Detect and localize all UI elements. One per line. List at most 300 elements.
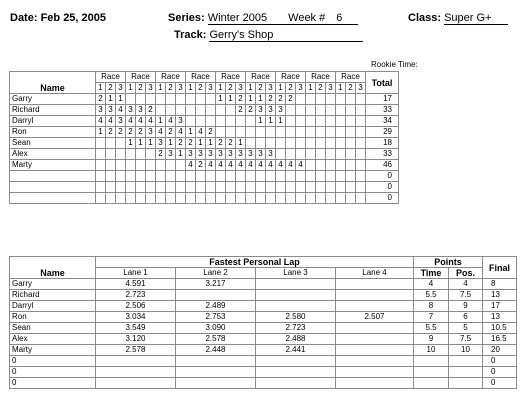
race-position-cell <box>316 182 326 193</box>
race-row <box>10 193 399 204</box>
racer-name <box>10 182 96 193</box>
race-position-cell <box>166 94 176 105</box>
race-position-cell: 3 <box>176 116 186 127</box>
race-position-cell <box>286 105 296 116</box>
lane-time-cell <box>176 290 256 301</box>
race-position-cell: 1 <box>96 127 106 138</box>
race-position-cell <box>306 138 316 149</box>
race-position-cell <box>216 182 226 193</box>
race-sub-header: 2 <box>106 83 116 94</box>
race-position-cell <box>106 182 116 193</box>
race-position-cell <box>316 138 326 149</box>
fastest-lap-table <box>9 256 517 389</box>
race-position-cell <box>206 193 216 204</box>
race-position-cell <box>136 160 146 171</box>
race-position-cell <box>256 138 266 149</box>
total-cell: 0 <box>366 182 399 193</box>
race-position-cell <box>96 138 106 149</box>
lane-time-cell: 2.580 <box>256 312 336 323</box>
race-position-cell: 1 <box>136 138 146 149</box>
race-position-cell <box>206 171 216 182</box>
race-position-cell <box>336 160 346 171</box>
race-position-cell: 3 <box>256 149 266 160</box>
points-time-cell <box>414 367 449 378</box>
race-position-cell: 1 <box>176 149 186 160</box>
race-position-cell <box>116 193 126 204</box>
lane-time-cell <box>256 367 336 378</box>
race-position-cell <box>346 127 356 138</box>
points-time-cell: 5.5 <box>414 323 449 334</box>
race-position-cell: 2 <box>126 127 136 138</box>
race-position-cell <box>156 193 166 204</box>
lane-time-cell <box>336 290 414 301</box>
racer-name: 0 <box>10 378 96 389</box>
race-position-cell <box>276 171 286 182</box>
racer-name: Darryl <box>10 116 96 127</box>
race-position-cell: 3 <box>166 149 176 160</box>
race-position-cell <box>176 171 186 182</box>
race-sub-header: 2 <box>256 83 266 94</box>
race-position-cell: 3 <box>196 149 206 160</box>
race-position-cell <box>356 127 366 138</box>
race-position-cell <box>226 193 236 204</box>
lap-row <box>10 356 517 367</box>
race-position-cell: 1 <box>276 116 286 127</box>
race-position-cell: 3 <box>106 105 116 116</box>
race-position-cell: 2 <box>156 149 166 160</box>
race-header: Race <box>246 72 276 83</box>
race-position-cell: 1 <box>196 138 206 149</box>
race-position-cell: 1 <box>206 138 216 149</box>
race-header: Race <box>96 72 126 83</box>
race-position-cell: 1 <box>186 127 196 138</box>
race-position-cell <box>186 105 196 116</box>
race-position-cell: 4 <box>96 116 106 127</box>
race-position-cell: 2 <box>116 127 126 138</box>
race-position-cell: 4 <box>166 116 176 127</box>
race-position-cell: 3 <box>126 105 136 116</box>
race-position-cell <box>316 149 326 160</box>
racer-name: Sean <box>10 138 96 149</box>
race-sub-header: 3 <box>206 83 216 94</box>
race-position-cell <box>286 171 296 182</box>
track-field <box>174 29 363 42</box>
racer-name <box>10 171 96 182</box>
race-sub-header: 3 <box>176 83 186 94</box>
race-position-cell <box>296 149 306 160</box>
race-position-cell <box>246 116 256 127</box>
race-position-cell <box>316 105 326 116</box>
race-position-cell: 2 <box>136 127 146 138</box>
race-position-cell <box>196 116 206 127</box>
race-position-cell: 2 <box>216 138 226 149</box>
points-pos-cell: 5 <box>449 323 483 334</box>
race-position-cell <box>156 160 166 171</box>
race-position-cell <box>286 182 296 193</box>
lane-time-cell: 2.578 <box>176 334 256 345</box>
race-position-cell <box>316 127 326 138</box>
race-position-cell <box>336 182 346 193</box>
race-sub-header: 1 <box>216 83 226 94</box>
name-header: Name <box>10 268 96 279</box>
race-position-cell <box>356 182 366 193</box>
race-position-cell: 3 <box>136 105 146 116</box>
race-position-cell <box>236 116 246 127</box>
points-pos-cell: 10 <box>449 345 483 356</box>
race-position-cell <box>356 160 366 171</box>
race-position-cell <box>346 182 356 193</box>
race-position-cell <box>326 193 336 204</box>
race-sub-header: 3 <box>266 83 276 94</box>
points-header: Points <box>414 257 483 268</box>
race-position-cell: 1 <box>236 138 246 149</box>
race-position-cell: 3 <box>206 149 216 160</box>
race-position-cell <box>276 149 286 160</box>
race-position-cell <box>296 182 306 193</box>
race-position-cell <box>356 116 366 127</box>
points-pos-cell: 4 <box>449 279 483 290</box>
race-position-cell: 4 <box>196 127 206 138</box>
race-position-cell <box>346 116 356 127</box>
race-position-cell <box>346 193 356 204</box>
race-position-cell <box>326 138 336 149</box>
racer-name: Garry <box>10 94 96 105</box>
race-position-cell <box>346 105 356 116</box>
race-position-cell <box>356 171 366 182</box>
race-position-cell: 4 <box>266 160 276 171</box>
week-label: Week # <box>288 12 326 24</box>
race-position-cell: 2 <box>246 105 256 116</box>
race-row <box>10 171 399 182</box>
race-position-cell: 1 <box>266 116 276 127</box>
date-label: Date: <box>10 12 38 24</box>
lane-time-cell: 2.507 <box>336 312 414 323</box>
race-position-cell <box>206 105 216 116</box>
race-position-cell <box>146 149 156 160</box>
points-time-cell: 8 <box>414 301 449 312</box>
final-cell: 17 <box>483 301 517 312</box>
race-sub-header: 1 <box>246 83 256 94</box>
race-position-cell: 4 <box>186 160 196 171</box>
race-sub-header: 1 <box>126 83 136 94</box>
racer-name: Alex <box>10 149 96 160</box>
race-position-cell <box>156 182 166 193</box>
race-position-cell <box>136 171 146 182</box>
race-position-cell: 4 <box>296 160 306 171</box>
final-cell: 20 <box>483 345 517 356</box>
race-position-cell <box>126 182 136 193</box>
race-sub-header: 3 <box>146 83 156 94</box>
race-position-cell <box>126 149 136 160</box>
race-position-cell: 3 <box>96 105 106 116</box>
race-position-cell <box>276 138 286 149</box>
lane-time-cell: 2.723 <box>96 290 176 301</box>
lane-time-cell: 2.753 <box>176 312 256 323</box>
race-position-cell <box>166 105 176 116</box>
race-position-cell <box>306 182 316 193</box>
race-sub-header: 3 <box>356 83 366 94</box>
race-position-cell: 4 <box>276 160 286 171</box>
race-position-cell <box>296 138 306 149</box>
race-position-cell <box>176 94 186 105</box>
race-position-cell <box>206 182 216 193</box>
lane-time-cell: 3.120 <box>96 334 176 345</box>
race-position-cell <box>346 171 356 182</box>
race-position-cell <box>106 149 116 160</box>
race-position-cell <box>216 127 226 138</box>
race-position-cell: 2 <box>286 94 296 105</box>
race-position-cell <box>246 127 256 138</box>
race-position-cell <box>336 116 346 127</box>
lane-time-cell: 3.090 <box>176 323 256 334</box>
racer-name: Ron <box>10 127 96 138</box>
race-position-cell: 2 <box>166 127 176 138</box>
race-position-cell <box>236 182 246 193</box>
race-position-cell <box>266 182 276 193</box>
race-position-cell <box>176 182 186 193</box>
points-pos-cell: 9 <box>449 301 483 312</box>
race-position-cell: 3 <box>266 149 276 160</box>
race-position-cell <box>306 149 316 160</box>
race-position-cell <box>136 94 146 105</box>
points-pos-cell <box>449 356 483 367</box>
lane-time-cell: 2.578 <box>96 345 176 356</box>
race-position-cell <box>146 193 156 204</box>
lap-row <box>10 290 517 301</box>
race-position-cell: 3 <box>146 127 156 138</box>
race-sub-header: 3 <box>116 83 126 94</box>
race-position-cell <box>256 171 266 182</box>
lane-time-cell <box>256 279 336 290</box>
lane-header: Lane 2 <box>176 268 256 279</box>
race-position-cell <box>126 193 136 204</box>
race-sub-header: 1 <box>276 83 286 94</box>
racer-name: Garry <box>10 279 96 290</box>
race-position-cell: 4 <box>146 116 156 127</box>
race-position-cell <box>306 105 316 116</box>
race-header: Race <box>216 72 246 83</box>
race-position-cell <box>336 138 346 149</box>
race-row <box>10 116 399 127</box>
race-position-cell: 2 <box>226 138 236 149</box>
race-sub-header: 2 <box>196 83 206 94</box>
race-position-cell <box>196 105 206 116</box>
race-row <box>10 138 399 149</box>
race-sub-header: 1 <box>96 83 106 94</box>
race-header: Race <box>156 72 186 83</box>
race-position-cell: 4 <box>226 160 236 171</box>
race-position-cell <box>266 127 276 138</box>
lane-time-cell <box>336 367 414 378</box>
lap-row <box>10 279 517 290</box>
racer-name: Darryl <box>10 301 96 312</box>
total-cell: 46 <box>366 160 399 171</box>
race-sub-header: 2 <box>286 83 296 94</box>
race-position-cell: 2 <box>276 94 286 105</box>
racer-name: Richard <box>10 105 96 116</box>
race-position-cell <box>256 193 266 204</box>
series-name: Winter 2005 <box>207 12 268 24</box>
race-position-cell <box>286 193 296 204</box>
race-position-cell: 1 <box>216 94 226 105</box>
race-position-cell <box>156 105 166 116</box>
race-position-cell <box>196 171 206 182</box>
race-position-cell <box>216 105 226 116</box>
race-position-cell <box>306 171 316 182</box>
race-position-cell <box>336 171 346 182</box>
race-position-cell <box>196 182 206 193</box>
name-header-spacer <box>10 72 96 83</box>
race-position-cell: 2 <box>196 160 206 171</box>
race-header: Race <box>306 72 336 83</box>
race-position-cell <box>316 171 326 182</box>
race-position-cell <box>316 160 326 171</box>
race-position-cell: 3 <box>226 149 236 160</box>
race-position-cell <box>176 160 186 171</box>
race-position-cell <box>336 94 346 105</box>
racer-name: Alex <box>10 334 96 345</box>
race-sub-header: 1 <box>306 83 316 94</box>
race-position-cell <box>186 182 196 193</box>
race-position-cell <box>306 127 316 138</box>
lane-time-cell: 2.506 <box>96 301 176 312</box>
race-position-cell <box>166 182 176 193</box>
race-position-cell <box>136 193 146 204</box>
time-header: Time <box>414 268 449 279</box>
racer-name: Richard <box>10 290 96 301</box>
lap-row <box>10 334 517 345</box>
race-header: Race <box>126 72 156 83</box>
race-position-cell <box>276 127 286 138</box>
final-cell: 0 <box>483 367 517 378</box>
points-pos-cell: 7.5 <box>449 290 483 301</box>
lane-time-cell <box>176 378 256 389</box>
lane-time-cell: 3.217 <box>176 279 256 290</box>
series-label: Series: <box>168 12 205 24</box>
race-row <box>10 149 399 160</box>
race-position-cell <box>246 171 256 182</box>
race-position-cell <box>106 193 116 204</box>
lane-time-cell <box>336 301 414 312</box>
final-cell: 0 <box>483 356 517 367</box>
lap-row <box>10 301 517 312</box>
lane-time-cell <box>256 356 336 367</box>
race-position-cell <box>346 94 356 105</box>
race-position-cell <box>186 116 196 127</box>
race-position-cell: 1 <box>256 94 266 105</box>
race-position-cell <box>96 160 106 171</box>
week-value: 6 <box>336 12 343 24</box>
race-position-cell <box>326 105 336 116</box>
race-position-cell <box>306 160 316 171</box>
race-position-cell <box>286 127 296 138</box>
race-position-cell: 2 <box>236 105 246 116</box>
track-label: Track: <box>174 29 207 41</box>
race-position-cell <box>336 149 346 160</box>
race-position-cell <box>266 171 276 182</box>
race-position-cell <box>326 182 336 193</box>
racer-name: Ron <box>10 312 96 323</box>
race-position-cell <box>136 182 146 193</box>
lane-time-cell <box>96 356 176 367</box>
race-position-cell <box>356 193 366 204</box>
racer-name <box>10 193 96 204</box>
race-position-cell <box>266 138 276 149</box>
race-sub-header: 2 <box>136 83 146 94</box>
lane-header: Lane 1 <box>96 268 176 279</box>
race-sub-header: 2 <box>316 83 326 94</box>
race-position-cell <box>166 160 176 171</box>
total-cell: 33 <box>366 149 399 160</box>
race-position-cell <box>146 171 156 182</box>
racer-name: Marty <box>10 345 96 356</box>
race-row <box>10 182 399 193</box>
race-position-cell <box>176 193 186 204</box>
race-position-cell <box>266 193 276 204</box>
race-position-cell <box>116 182 126 193</box>
lap-row <box>10 312 517 323</box>
points-pos-cell: 7.5 <box>449 334 483 345</box>
race-position-cell: 3 <box>156 138 166 149</box>
lap-row <box>10 345 517 356</box>
race-position-cell <box>206 116 216 127</box>
name-header: Name <box>10 83 96 94</box>
race-position-cell: 3 <box>116 116 126 127</box>
race-position-cell <box>176 105 186 116</box>
race-row <box>10 127 399 138</box>
lap-row <box>10 378 517 389</box>
points-time-cell: 9 <box>414 334 449 345</box>
lane-header: Lane 4 <box>336 268 414 279</box>
race-results-table <box>9 71 399 204</box>
race-position-cell <box>206 94 216 105</box>
race-position-cell <box>326 149 336 160</box>
lane-time-cell <box>176 367 256 378</box>
race-position-cell <box>186 193 196 204</box>
lane-time-cell <box>336 279 414 290</box>
race-position-cell <box>116 138 126 149</box>
race-position-cell <box>246 193 256 204</box>
race-position-cell <box>296 171 306 182</box>
race-position-cell <box>276 193 286 204</box>
race-sub-header: 1 <box>186 83 196 94</box>
race-position-cell: 2 <box>236 94 246 105</box>
race-position-cell: 4 <box>156 127 166 138</box>
final-cell: 13 <box>483 290 517 301</box>
race-position-cell <box>306 94 316 105</box>
lane-time-cell <box>96 378 176 389</box>
race-position-cell: 3 <box>266 105 276 116</box>
race-position-cell <box>146 94 156 105</box>
race-sub-header: 3 <box>296 83 306 94</box>
race-position-cell <box>326 94 336 105</box>
race-position-cell <box>216 116 226 127</box>
race-row <box>10 105 399 116</box>
class-label: Class: <box>408 12 442 24</box>
final-header: Final <box>483 257 517 279</box>
race-sub-header: 2 <box>346 83 356 94</box>
racer-name: Sean <box>10 323 96 334</box>
race-header: Race <box>186 72 216 83</box>
name-header-spacer <box>10 257 96 268</box>
race-position-cell <box>336 105 346 116</box>
race-position-cell: 4 <box>136 116 146 127</box>
lane-time-cell <box>336 334 414 345</box>
race-position-cell <box>296 116 306 127</box>
lane-time-cell <box>336 378 414 389</box>
lane-time-cell: 2.441 <box>256 345 336 356</box>
points-time-cell <box>414 378 449 389</box>
